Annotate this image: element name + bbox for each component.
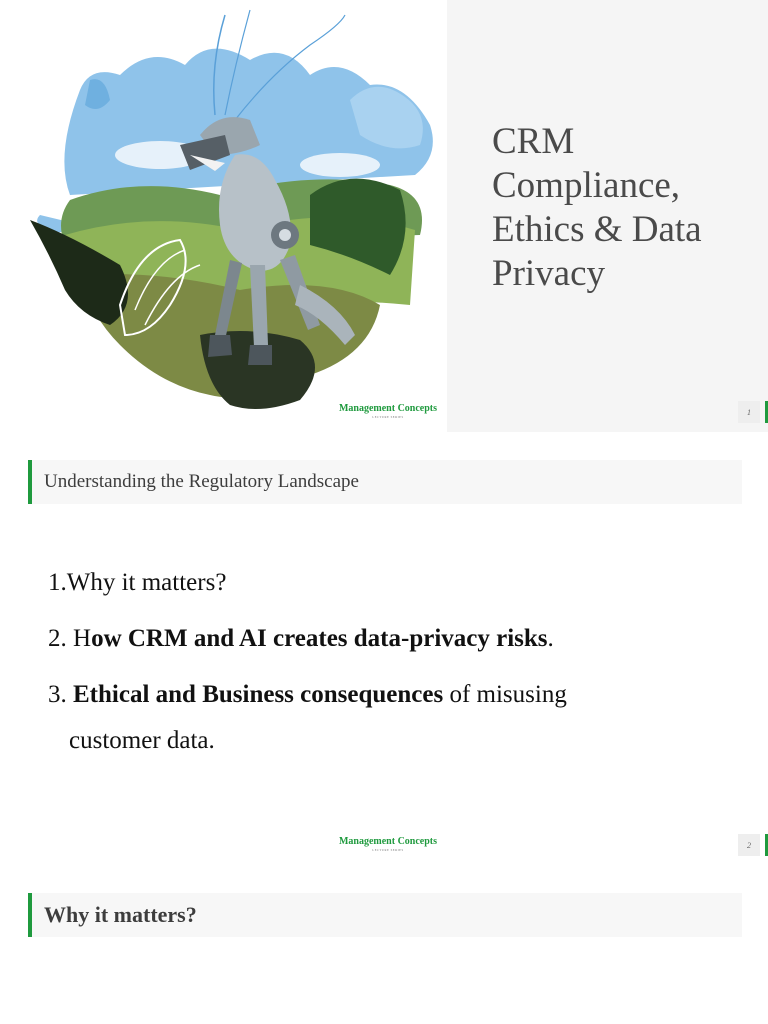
list-number: 3. (48, 681, 67, 708)
list-text: H (73, 625, 92, 652)
agenda-list (48, 560, 728, 764)
brand-tagline: LECTURE SERIES (372, 415, 404, 419)
section-heading: Why it matters? (44, 902, 197, 927)
robot-dog-landscape-illustration (10, 5, 445, 430)
section-heading-bar (28, 460, 742, 504)
page-number: 1 (738, 401, 760, 423)
list-number: 2. (48, 625, 67, 652)
brand-name: Management Concepts (338, 403, 438, 414)
list-text-continuation: customer data. (69, 727, 215, 754)
section-heading-bar (28, 893, 742, 937)
list-item (48, 560, 728, 606)
list-text: . (547, 625, 554, 652)
slide-3 (0, 864, 768, 1024)
list-item (48, 616, 728, 662)
brand-name: Management Concepts (338, 836, 438, 847)
heading-accent (28, 460, 32, 504)
list-text: of misusing (443, 681, 567, 708)
list-text-bold: ow CRM and AI creates data-privacy risks (91, 625, 548, 652)
slide-1 (0, 0, 768, 432)
brand-logo (330, 403, 446, 420)
page-number: 2 (738, 834, 760, 856)
list-item (48, 672, 728, 764)
brand-logo (330, 836, 446, 853)
section-heading: Understanding the Regulatory Landscape (44, 471, 359, 492)
list-text-bold: Ethical and Business consequences (73, 681, 444, 708)
brand-tagline: LECTURE SERIES (372, 848, 404, 852)
list-number: 1. (48, 569, 67, 596)
slide-title: CRM Compliance, Ethics & Data Privacy (492, 121, 702, 294)
heading-accent (28, 893, 32, 937)
list-text: Why it matters? (66, 569, 227, 596)
slide-2 (0, 432, 768, 864)
